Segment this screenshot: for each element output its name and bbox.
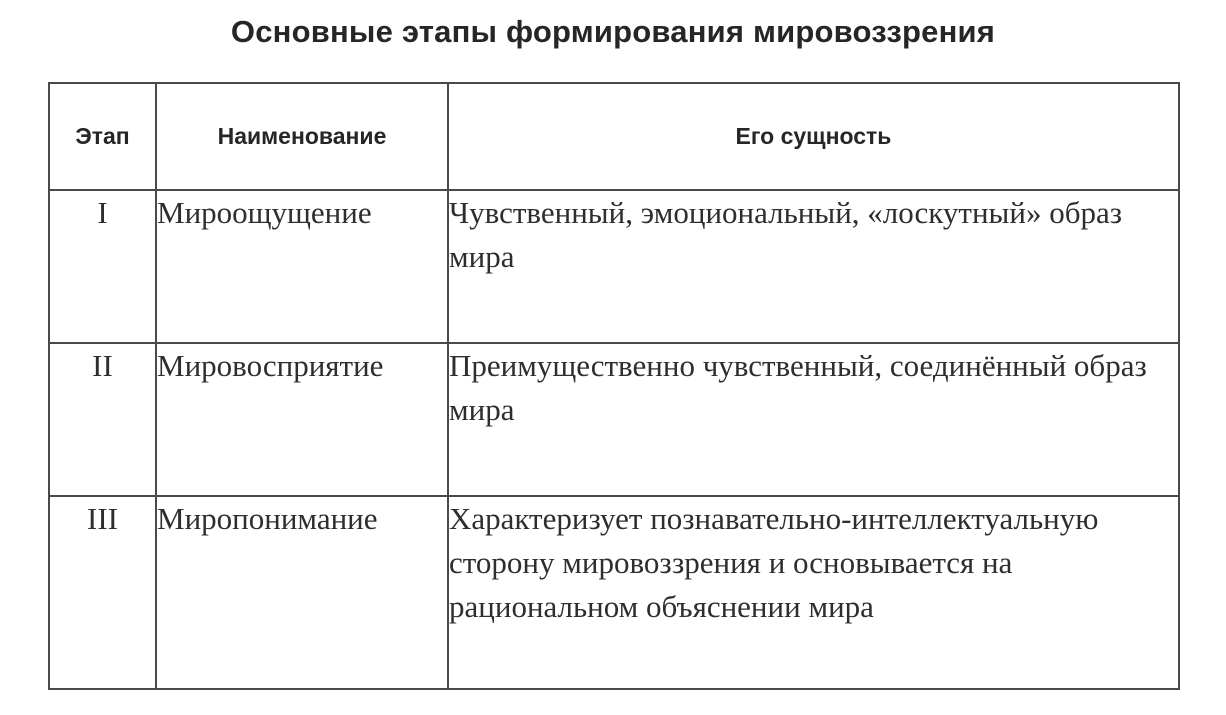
stage-number: III (49, 496, 156, 689)
stages-table (48, 82, 1180, 690)
table-header-row (49, 83, 1179, 190)
table-row (49, 190, 1179, 343)
stage-number: I (49, 190, 156, 343)
stage-number: II (49, 343, 156, 496)
stage-essence: Преимущественно чувственный, соединённый образ мира (448, 343, 1179, 496)
stage-name: Миропонимание (156, 496, 448, 689)
stage-essence: Чувственный, эмоциональный, «лоскутный» образ мира (448, 190, 1179, 343)
stage-name: Мировосприятие (156, 343, 448, 496)
header-name: Наименование (156, 83, 448, 190)
header-stage: Этап (49, 83, 156, 190)
stage-name: Мироощущение (156, 190, 448, 343)
page-title: Основные этапы формирования мировоззрения (230, 14, 996, 49)
header-essence: Его сущность (448, 83, 1179, 190)
table-row (49, 343, 1179, 496)
stage-essence: Характеризует познавательно-интеллектуальную сторону мировоззрения и основывается на рациональном объяснении мира (448, 496, 1179, 689)
table-row (49, 496, 1179, 689)
